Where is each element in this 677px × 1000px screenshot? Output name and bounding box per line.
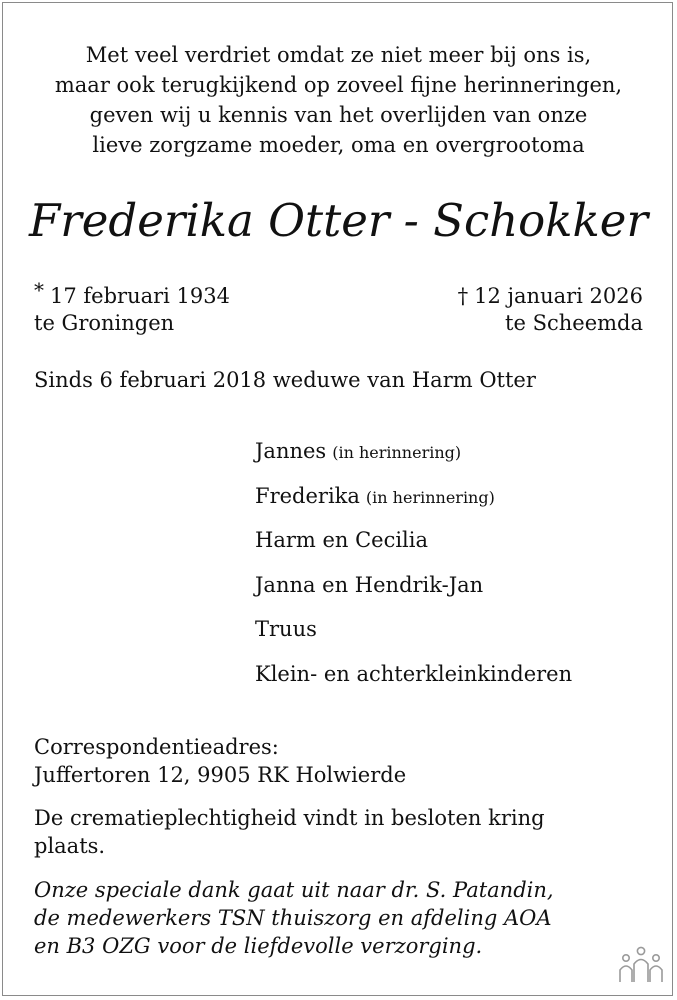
- family-member-name: Harm en Cecilia: [255, 528, 429, 552]
- family-member-name: Frederika: [255, 483, 360, 508]
- birth-date-text: 17 februari 1934: [50, 284, 230, 308]
- family-member: [255, 659, 572, 704]
- intro-line: maar ook terugkijkend op zoveel fijne herinneringen,: [54, 73, 623, 97]
- cremation-block: [34, 804, 646, 860]
- thanks-block: [34, 876, 646, 960]
- family-member: [255, 525, 572, 570]
- intro-line: Met veel verdriet omdat ze niet meer bij ons is,: [85, 43, 592, 67]
- intro-line: geven wij u kennis van het overlijden van onze: [89, 103, 588, 127]
- death-date-text: 12 januari 2026: [474, 284, 643, 308]
- birth-star-icon: *: [34, 278, 44, 302]
- family-member: [255, 481, 572, 526]
- deceased-name: Frederika Otter - Schokker: [29, 194, 648, 247]
- widow-line: Sinds 6 februari 2018 weduwe van Harm Otter: [34, 368, 536, 392]
- cremation-line: De crematieplechtigheid vindt in besloten kring: [34, 806, 545, 830]
- thanks-line: en B3 OZG voor de liefdevolle verzorging.: [34, 934, 483, 958]
- family-list: [255, 436, 572, 703]
- family-member: [255, 614, 572, 659]
- birth-place: te Groningen: [34, 311, 175, 335]
- family-member: [255, 436, 572, 481]
- birth-date: [34, 278, 230, 310]
- death-place: te Scheemda: [505, 311, 643, 335]
- family-member-name: Jannes: [255, 439, 327, 463]
- intro-text: [30, 40, 647, 160]
- family-member-note: (in herinnering): [365, 487, 495, 507]
- thanks-line: de medewerkers TSN thuiszorg en afdeling AOA: [34, 906, 552, 930]
- family-member-name: Janna en Hendrik-Jan: [255, 572, 484, 597]
- death-cross-icon: †: [457, 284, 469, 308]
- family-member-name: Klein- en achterkleinkinderen: [255, 661, 573, 686]
- correspondence-address: Juffertoren 12, 9905 RK Holwierde: [34, 763, 407, 787]
- people-group-icon: [617, 944, 665, 984]
- cremation-line: plaats.: [34, 834, 106, 858]
- intro-line: lieve zorgzame moeder, oma en overgrootoma: [92, 133, 585, 157]
- correspondence-block: [34, 733, 646, 789]
- death-date: [458, 282, 643, 310]
- thanks-line: Onze speciale dank gaat uit naar dr. S. Patandin,: [34, 878, 554, 902]
- family-member-name: Truus: [255, 617, 317, 641]
- correspondence-label: Correspondentieadres:: [34, 735, 279, 759]
- family-member-note: (in herinnering): [332, 443, 462, 462]
- family-member: [255, 570, 572, 615]
